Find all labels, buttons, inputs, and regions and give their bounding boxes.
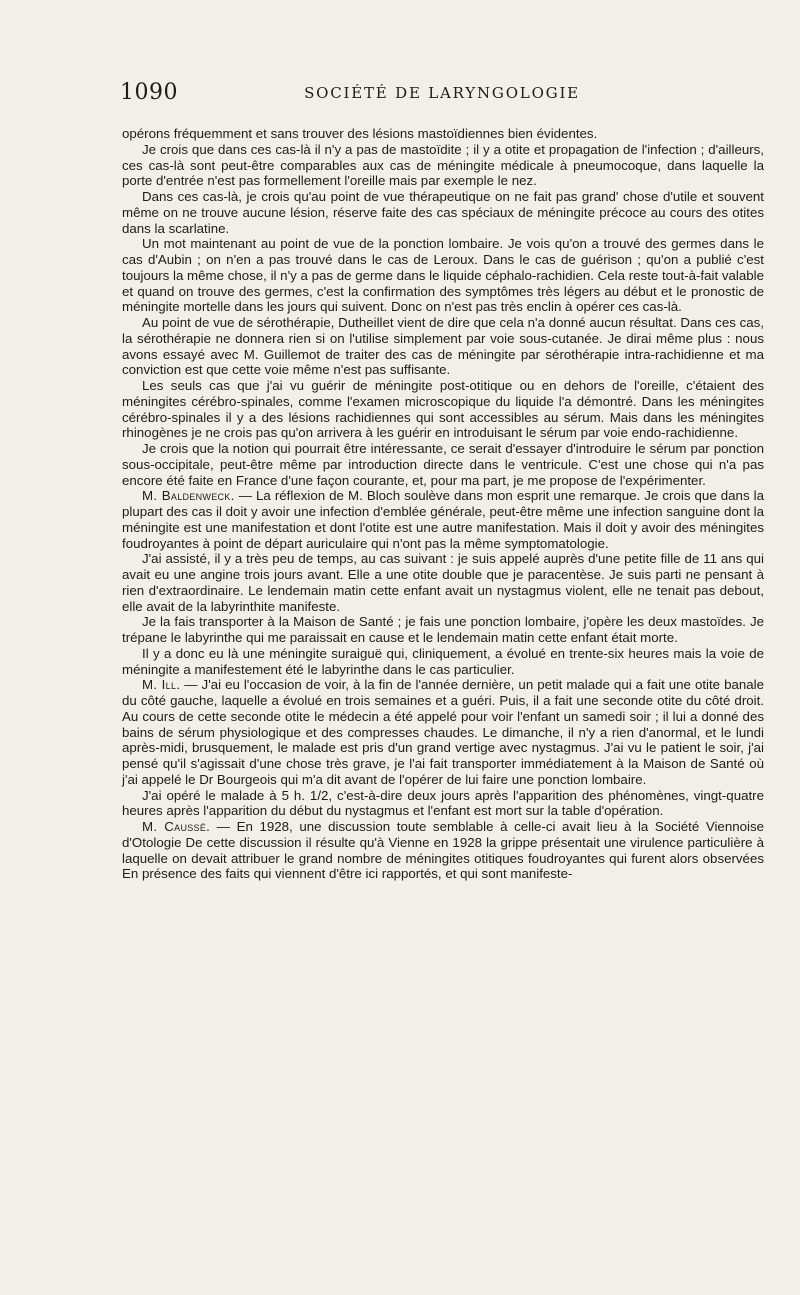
paragraph-text: opérons fréquemment et sans trouver des lésions mastoïdiennes bien évidentes.	[122, 126, 598, 141]
paragraph-text: Un mot maintenant au point de vue de la ponction lombaire. Je vois qu'on a trouvé des germes dans le cas d'Aubin ; on n'en a pas trouvé dans le cas de Leroux. Dans le cas de guérison ; qu'on a publié c'est toujours la même chose, il n'y a pas de germe dans le liquide céphalo-rachidien. Cela reste tout-à-fait valable et quand on trouve des germes, c'est la confirmation des symptômes très légers au début et le pronostic de méningite mortelle dans les jours qui suivent. Donc on n'est pas très enclin à opérer ces cas-là.	[122, 236, 764, 315]
paragraph	[122, 788, 764, 820]
paragraph	[122, 126, 764, 142]
paragraph-text: Les seuls cas que j'ai vu guérir de méningite post-otitique ou en dehors de l'oreille, c'étaient des méningites cérébro-spinales, comme l'examen microscopique du liquide l'a démontré. Dans les méningites cérébro-spinales il y a des lésions rachidiennes qui sont accessibles au sérum. Mais dans les méningites rhinogènes je ne crois pas qu'on arrivera à les guérir en introduisant le sérum par voie endo-rachidienne.	[122, 378, 764, 441]
paragraph-text: Je la fais transporter à la Maison de Santé ; je fais une ponction lombaire, j'opère les deux mastoïdes. Je trépane le labyrinthe qui me paraissait en cause et le lendemain matin cette enfant était morte.	[122, 614, 764, 645]
running-title: SOCIÉTÉ DE LARYNGOLOGIE	[304, 84, 580, 102]
paragraph	[122, 488, 764, 551]
paragraph-text: Dans ces cas-là, je crois qu'au point de vue thérapeutique on ne fait pas grand' chose d'utile et souvent même on ne trouve aucune lésion, réserve faite des cas spéciaux de méningite précoce au cours des otites dans la scarlatine.	[122, 189, 764, 236]
paragraph-text: Il y a donc eu là une méningite suraiguë qui, cliniquement, a évolué en trente-six heures mais la voie de méningite a manifestement été le labyrinthe dans le cas particulier.	[122, 645, 764, 677]
paragraph	[122, 378, 764, 441]
paragraph	[122, 646, 764, 678]
speaker-name: M. Baldenweck.	[142, 488, 235, 504]
body-text	[122, 126, 764, 882]
paragraph	[122, 189, 764, 236]
speaker-name: M. Ill.	[142, 677, 181, 693]
paragraph-text: J'ai assisté, il y a très peu de temps, au cas suivant : je suis appelé auprès d'une petite fille de 11 ans qui avait eu une angine trois jours avant. Elle a une otite double que je paracentèse. Je suis parti ne pensant à rien d'extraordinaire. Le lendemain matin cette enfant avait un nystagmus violent, elle ne tenait pas debout, elle avait de la labyrinthite manifeste.	[122, 551, 764, 614]
paragraph	[122, 236, 764, 315]
paragraph-text: Au point de vue de sérothérapie, Dutheillet vient de dire que cela n'a donné aucun résultat. Dans ces cas, la sérothérapie ne donnera rien si on l'utilise simplement par voie sous-cutanée. Je dirai même plus : nous avons essayé avec M. Guillemot de traiter des cas de méningite par sérothérapie intra-rachidienne et ma conviction est que cette voie même n'est pas suffisante.	[122, 315, 764, 378]
page-number: 1090	[120, 80, 178, 105]
paragraph-text: Je crois que dans ces cas-là il n'y a pas de mastoïdite ; il y a otite et propagation de l'infection ; d'ailleurs, ces cas-là sont peut-être comparables aux cas de méningite médicale à pneumocoque, dans laquelle la porte d'entrée n'est pas formellement l'oreille mais par exemple le nez.	[122, 141, 764, 189]
paragraph	[122, 614, 764, 646]
page-header	[118, 80, 766, 108]
paragraph	[122, 315, 764, 378]
paragraph-text: Je crois que la notion qui pourrait être intéressante, ce serait d'essayer d'introduire le sérum par ponction sous-occipitale, peut-être même par introduction directe dans le ventricule. C'est une chose qui n'a pas encore été faite en France d'une façon courante, et, pour ma part, je me propose de l'expérimenter.	[122, 441, 764, 488]
paragraph-text: — En 1928, une discussion toute semblable à celle-ci avait lieu à la Société Viennoise d'Otologie De cette discussion il résulte qu'à Vienne en 1928 la grippe présentait une virulence particulière à laquelle on devait attribuer le grand nombre de méningites otitiques foudroyantes qui furent alors observées En présence des faits qui viennent d'être ici rapportés, et qui sont manifeste-	[122, 819, 765, 882]
paragraph-text: — La réflexion de M. Bloch soulève dans mon esprit une remarque. Je crois que dans la plupart des cas il doit y avoir une infection d'emblée générale, peut-être même une infection sanguine dont la méningite est une manifestation et dont l'otite est une autre manifestation. Mais il doit y avoir des méningites foudroyantes à point de départ auriculaire qui n'ont pas la même symptomatologie.	[122, 488, 764, 551]
paragraph	[122, 441, 764, 488]
paragraph	[122, 142, 764, 189]
paragraph-text: — J'ai eu l'occasion de voir, à la fin de l'année dernière, un petit malade qui a fait une otite banale du côté gauche, laquelle a évolué en trois semaines et a guéri. Puis, il a fait une seconde otite du côté droit. Au cours de cette seconde otite le médecin a été appelé pour voir l'enfant un samedi soir ; il lui a donné des bains de sérum physiologique et des compresses chaudes. Le dimanche, il n'y a rien d'anormal, et le lundi après-midi, brusquement, le malade est pris d'un grand vertige avec nystagmus. J'ai vu le patient le soir, j'ai pensé qu'il s'agissait d'une chose très grave, je l'ai fait transporter immédiatement à la Maison de Santé où j'ai appelé le Dr Bourgeois qui m'a dit avant de l'opérer de lui faire une ponction lombaire.	[122, 677, 764, 787]
paragraph	[122, 819, 764, 882]
speaker-name: M. Caussé.	[142, 819, 211, 834]
paragraph	[122, 677, 764, 787]
paragraph	[122, 551, 764, 614]
paragraph-text: J'ai opéré le malade à 5 h. 1/2, c'est-à-dire deux jours après l'apparition des phénomènes, vingt-quatre heures après l'apparition du début du nystagmus et l'enfant est mort sur la table d'opération.	[122, 787, 764, 819]
